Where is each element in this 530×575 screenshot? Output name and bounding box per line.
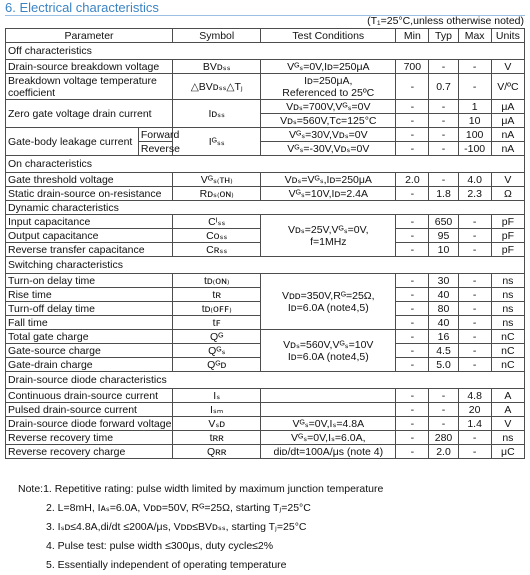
note-5: 5. Essentially independent of operating temperature [46,559,287,571]
min-value: - [396,403,429,417]
typ-value: 5.0 [429,358,458,372]
param-label: Total gate charge [6,330,173,344]
symbol: tᴅ₍ᴏɴ₎ [173,274,261,288]
table-row [6,215,525,229]
min-value: - [396,114,429,128]
typ-value: - [429,417,458,431]
typ-value: 650 [429,215,458,229]
param-label: Rise time [6,288,173,302]
min-value: - [396,187,429,201]
min-value: 2.0 [396,173,429,187]
symbol: Cʀₛₛ [173,243,261,257]
typ-value: - [429,389,458,403]
min-value: 700 [396,60,429,74]
max-value: - [458,215,491,229]
unit: pF [491,243,524,257]
unit: ns [491,288,524,302]
header-min: Min [396,29,429,43]
typ-value: 80 [429,302,458,316]
cond-line-1: Iᴅ=250μA, [304,74,353,87]
cond-line-2: Iᴅ=6.0A (note4,5) [287,350,369,363]
typ-value: 2.0 [429,445,458,459]
param-label: Continuous drain-source current [6,389,173,403]
typ-value: 16 [429,330,458,344]
typ-value: 40 [429,288,458,302]
unit: A [491,403,524,417]
test-condition: Vᴅₛ=560V,Tᴄ=125°C [261,114,396,128]
typ-value: - [429,128,458,142]
min-value: - [396,74,429,100]
param-label: Gate-body leakage current [6,128,139,156]
max-value: - [458,274,491,288]
max-value: 4.8 [458,389,491,403]
param-label: Pulsed drain-source current [6,403,173,417]
min-value: - [396,302,429,316]
cond-line-1: Vᴅₛ=25V,Vᴳₛ=0V, [288,223,369,236]
max-value: - [458,358,491,372]
unit: V [491,417,524,431]
cond-line-2: Iᴅ=6.0A (note4,5) [287,301,369,314]
param-label: Reverse recovery time [6,431,173,445]
unit: μA [491,114,524,128]
symbol: Rᴅₛ₍ᴏɴ₎ [173,187,261,201]
max-value: - [458,243,491,257]
test-condition [261,403,396,417]
test-condition: Vᴳₛ=10V,Iᴅ=2.4A [261,187,396,201]
cond-line-2: Referenced to 25ºC [282,86,375,99]
typ-value: 280 [429,431,458,445]
typ-value: 10 [429,243,458,257]
min-value: - [396,100,429,114]
unit: nC [491,344,524,358]
symbol: Qʀʀ [173,445,261,459]
param-label: Zero gate voltage drain current [6,100,173,128]
min-value: - [396,274,429,288]
param-label [6,74,173,100]
typ-value: 40 [429,316,458,330]
test-condition: Vᴅₛ=700V,Vᴳₛ=0V [261,100,396,114]
typ-value: 1.8 [429,187,458,201]
max-value: - [458,445,491,459]
min-value: - [396,243,429,257]
unit: ns [491,431,524,445]
header-row [6,29,525,43]
table-row [6,187,525,201]
symbol: BVᴅₛₛ [173,60,261,74]
unit: nC [491,330,524,344]
max-value: 20 [458,403,491,417]
unit: pF [491,229,524,243]
section-dynamic: Dynamic characteristics [6,201,525,215]
section-switching: Switching characteristics [6,257,525,274]
cond-line-1: Vᴅᴅ=350V,Rᴳ=25Ω, [282,289,375,302]
param-label: Turn-off delay time [6,302,173,316]
min-value: - [396,431,429,445]
unit: ns [491,302,524,316]
table-row [6,431,525,445]
min-value: - [396,330,429,344]
symbol: Iₛ [173,389,261,403]
electrical-characteristics-table [5,28,525,459]
table-row [6,173,525,187]
unit: pF [491,215,524,229]
test-condition: Vᴳₛ=30V,Vᴅₛ=0V [261,128,396,142]
symbol: Cᴵₛₛ [173,215,261,229]
param-label: Reverse transfer capacitance [6,243,173,257]
section-title: 6. Electrical characteristics [5,0,159,15]
test-condition: Vᴳₛ=0V,Iₛ=4.8A [261,417,396,431]
test-condition [261,389,396,403]
note-2: 2. L=8mH, Iᴀₛ=6.0A, Vᴅᴅ=50V, Rᴳ=25Ω, starting Tⱼ=25°C [46,502,311,514]
table-row [6,274,525,288]
unit: V [491,60,524,74]
test-condition [261,74,396,100]
typ-value: - [429,60,458,74]
min-value: - [396,445,429,459]
unit: nA [491,142,524,156]
section-on: On characteristics [6,156,525,173]
param-label: Gate-drain charge [6,358,173,372]
min-value: - [396,142,429,156]
max-value: 1.4 [458,417,491,431]
table-row [6,100,525,114]
symbol: Vᴳₛ₍ᴛʜ₎ [173,173,261,187]
max-value: -100 [458,142,491,156]
header-typ: Typ [429,29,458,43]
header-units: Units [491,29,524,43]
unit: ns [491,274,524,288]
min-value: - [396,128,429,142]
test-condition: Vᴳₛ=-30V,Vᴅₛ=0V [261,142,396,156]
test-condition: Vᴳₛ=0V,Iᴅ=250μA [261,60,396,74]
test-condition: Vᴳₛ=0V,Iₛ=6.0A, [261,431,396,445]
header-parameter: Parameter [6,29,173,43]
symbol: Iᴅₛₛ [173,100,261,128]
unit: μC [491,445,524,459]
param-label: Drain-source breakdown voltage [6,60,173,74]
section-diode: Drain-source diode characteristics [6,372,525,389]
symbol: tꜰ [173,316,261,330]
symbol: Qᴳᴅ [173,358,261,372]
sub-label-forward: Forward [138,128,172,142]
min-value: - [396,358,429,372]
max-value: - [458,229,491,243]
typ-value: 4.5 [429,344,458,358]
table-row [6,417,525,431]
typ-value: - [429,114,458,128]
typ-value: - [429,142,458,156]
unit: Ω [491,187,524,201]
max-value: - [458,60,491,74]
max-value: - [458,74,491,100]
header-test-conditions: Test Conditions [261,29,396,43]
symbol: tʀʀ [173,431,261,445]
max-value: - [458,431,491,445]
typ-value: - [429,100,458,114]
cond-line-1: Vᴅₛ=560V,Vᴳₛ=10V [283,338,374,351]
symbol: Vₛᴅ [173,417,261,431]
cond-line-2: f=1MHᴢ [310,235,347,248]
param-label: Input capacitance [6,215,173,229]
param-label: Gate-source charge [6,344,173,358]
symbol: △BVᴅₛₛ△Tⱼ [173,74,261,100]
max-value: 1 [458,100,491,114]
max-value: - [458,344,491,358]
param-label: Static drain-source on-resistance [6,187,173,201]
typ-value: - [429,403,458,417]
unit: nC [491,358,524,372]
table-row [6,128,525,142]
note-3: 3. Iₛᴅ≤4.8A,di/dt ≤200A/μs, Vᴅᴅ≤BVᴅₛₛ, starting Tⱼ=25°C [46,521,307,533]
typ-value: 95 [429,229,458,243]
symbol: Iₛₘ [173,403,261,417]
test-condition-note: (T₁=25°C,unless otherwise noted) [367,15,524,27]
param-label: Gate threshold voltage [6,173,173,187]
min-value: - [396,316,429,330]
max-value: - [458,316,491,330]
min-value: - [396,389,429,403]
symbol: Iᴳₛₛ [173,128,261,156]
table-row [6,389,525,403]
param-label: Drain-source diode forward voltage [6,417,173,431]
max-value: - [458,288,491,302]
table-row [6,330,525,344]
unit: A [491,389,524,403]
section-off: Off characteristics [6,43,525,60]
sub-label-reverse: Reverse [138,142,172,156]
min-value: - [396,215,429,229]
param-label: Turn-on delay time [6,274,173,288]
param-line-1: Breakdown voltage temperature [8,74,157,87]
table-row [6,74,525,100]
min-value: - [396,229,429,243]
max-value: 10 [458,114,491,128]
symbol: Qᴳₛ [173,344,261,358]
max-value: - [458,302,491,316]
unit: μA [491,100,524,114]
typ-value: 30 [429,274,458,288]
param-label: Reverse recovery charge [6,445,173,459]
symbol: Cᴏₛₛ [173,229,261,243]
symbol: Qᴳ [173,330,261,344]
table-row [6,60,525,74]
max-value: 100 [458,128,491,142]
param-label: Fall time [6,316,173,330]
min-value: - [396,288,429,302]
max-value: 4.0 [458,173,491,187]
test-condition [261,274,396,330]
min-value: - [396,344,429,358]
header-max: Max [458,29,491,43]
unit: ns [491,316,524,330]
max-value: 2.3 [458,187,491,201]
param-label: Output capacitance [6,229,173,243]
symbol: tʀ [173,288,261,302]
unit: nA [491,128,524,142]
table-row [6,403,525,417]
notes-block [18,480,383,575]
param-line-2: coefficient [8,86,56,99]
test-condition [261,330,396,372]
typ-value: - [429,173,458,187]
symbol: tᴅ₍ᴏꜰꜰ₎ [173,302,261,316]
unit: V [491,173,524,187]
typ-value: 0.7 [429,74,458,100]
table-row [6,445,525,459]
test-condition [261,215,396,257]
note-1: Note:1. Repetitive rating: pulse width limited by maximum junction temperature [18,483,384,495]
min-value: - [396,417,429,431]
max-value: - [458,330,491,344]
header-symbol: Symbol [173,29,261,43]
test-condition: diᴅ/dt=100A/μs (note 4) [261,445,396,459]
note-4: 4. Pulse test: pulse width ≤300μs, duty cycle≤2% [46,540,274,552]
unit: V/ºC [491,74,524,100]
test-condition: Vᴅₛ=Vᴳₛ,Iᴅ=250μA [261,173,396,187]
